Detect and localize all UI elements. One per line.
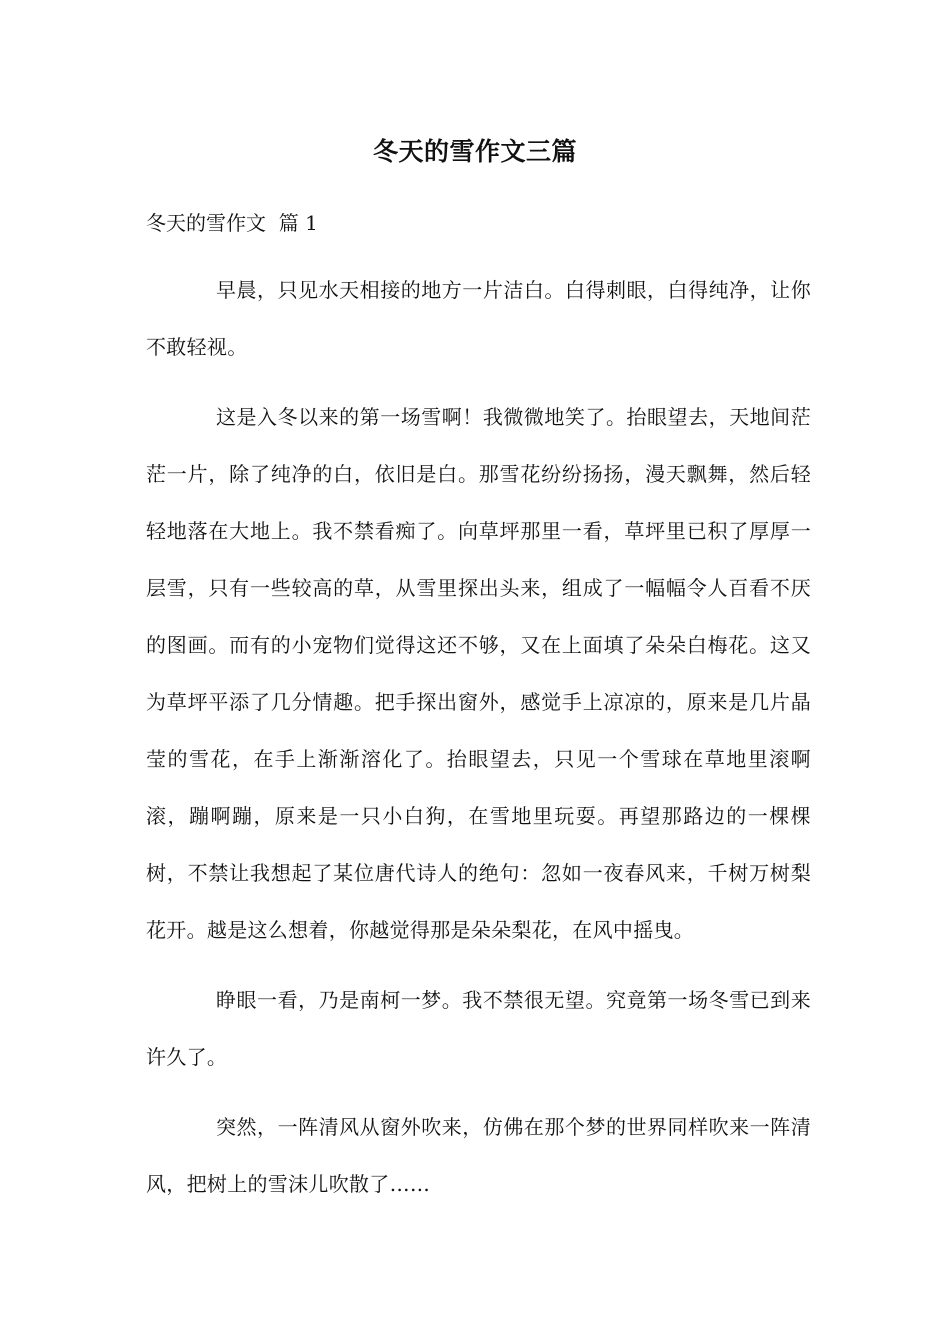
paragraph-4: 突然，一阵清风从窗外吹来，仿佛在那个梦的世界同样吹来一阵清风，把树上的雪沫儿吹散了…… xyxy=(146,1115,811,1196)
paragraph-3: 睁眼一看，乃是南柯一梦。我不禁很无望。究竟第一场冬雪已到来许久了。 xyxy=(146,988,811,1069)
document-title: 冬天的雪作文三篇 xyxy=(372,137,577,166)
section-heading: 冬天的雪作文 篇 1 xyxy=(146,211,318,235)
paragraph-2: 这是入冬以来的第一场雪啊！我微微地笑了。抬眼望去，天地间茫茫一片，除了纯净的白，依旧是白。那雪花纷纷扬扬，漫天飘舞，然后轻轻地落在大地上。我不禁看痴了。向草坪那里一看，草坪里已积了厚厚一层雪，只有一些较高的草，从雪里探出头来，组成了一幅幅令人百看不厌的图画。而有的小宠物们觉得这还不够，又在上面填了朵朵白梅花。这又为草坪平添了几分情趣。把手探出窗外，感觉手上凉凉的，原来是几片晶莹的雪花，在手上渐渐溶化了。抬眼望去，只见一个雪球在草地里滚啊滚，蹦啊蹦，原来是一只小白狗，在雪地里玩耍。再望那路边的一棵棵树，不禁让我想起了某位唐代诗人的绝句：忽如一夜春风来，千树万树梨花开。越是这么想着，你越觉得那是朵朵梨花，在风中摇曳。 xyxy=(146,405,811,942)
document-body xyxy=(146,262,811,1226)
paragraph-1: 早晨，只见水天相接的地方一片洁白。白得刺眼，白得纯净，让你不敢轻视。 xyxy=(146,278,811,359)
